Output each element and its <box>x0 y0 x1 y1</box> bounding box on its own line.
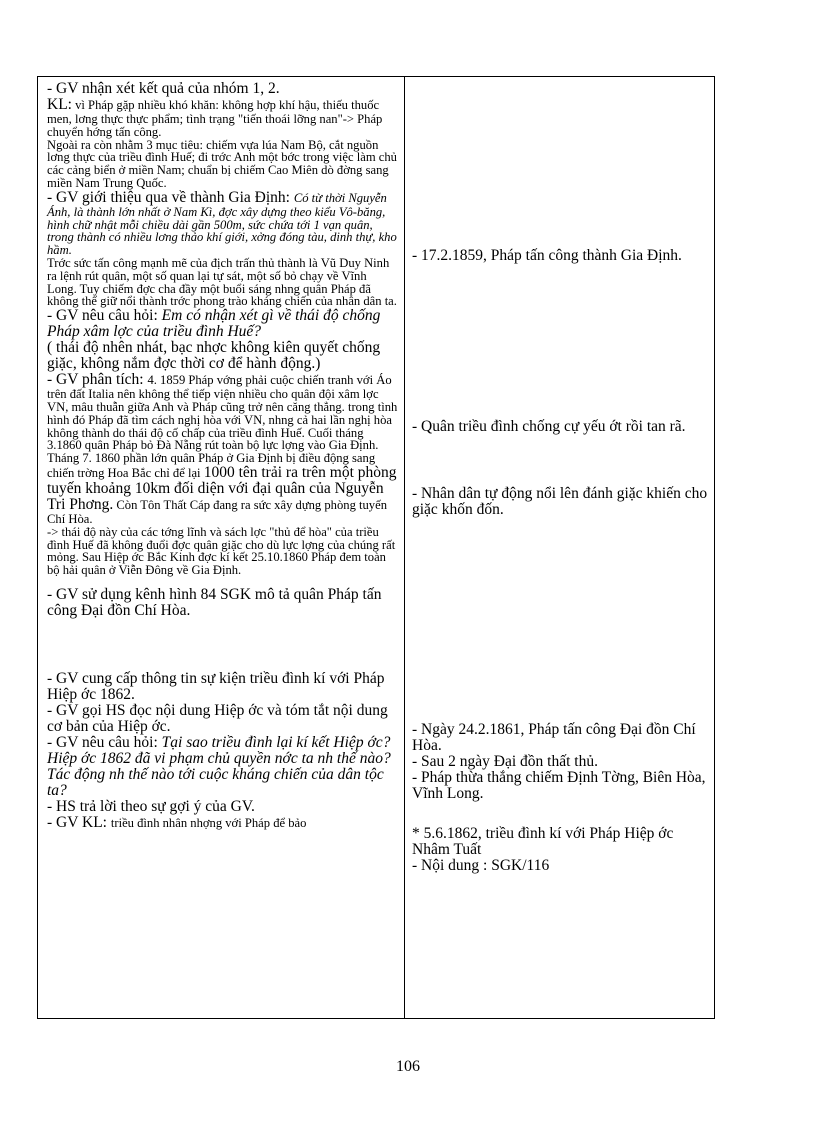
treaty-questions <box>47 735 399 799</box>
analysis-tail: Còn Tôn Thất Cáp đang ra sức xây dựng phòng tuyến Chí Hòa. <box>47 497 387 526</box>
treaty-signed: * 5.6.1862, triều đình kí với Pháp Hiệp ớc Nhâm Tuất <box>412 825 674 858</box>
treaty-events <box>412 826 710 874</box>
conclusion-label: KL: <box>47 96 72 113</box>
student-answer: - HS trả lời theo sự gợi ý của GV. <box>47 797 255 815</box>
teacher-activities-column <box>47 81 399 831</box>
page-number: 106 <box>396 1058 420 1075</box>
citadel-fall-paragraph: Trớc sức tấn công mạnh mẽ của địch trấn thủ thành là Vũ Duy Ninh ra lệnh rút quân, một số quan lại tự sát, một số bỏ chạy về Vĩnh Long. Tuy chiếm đợc cha đầy một buổi sáng nhng quân Pháp đã không thể giữ nổi thành trớc phong trào kháng chiến của nhân dân ta. <box>47 255 397 309</box>
analysis-lead: - GV phân tích: <box>47 371 148 389</box>
court-army-weak: - Quân triều đình chống cự yếu ớt rồi tan rã. <box>412 417 686 435</box>
chi-hoa-events <box>412 722 710 802</box>
three-goals-paragraph: Ngoài ra còn nhằm 3 mục tiêu: chiếm vựa lúa Nam Bộ, cắt nguồn lơng thực của triều đình Huế; đi trớc Anh một bớc trong việc làm chủ các cảng biển ở miền Nam; chuẩn bị chiếm Cao Miên dò đờng sang miền Nam Trung Quốc. <box>47 137 397 190</box>
treaty-content: - Nội dung : SGK/116 <box>412 857 550 874</box>
gia-dinh-attack-date: - 17.2.1859, Pháp tấn công thành Gia Định. <box>412 246 682 264</box>
gia-dinh-description: Có từ thời Nguyễn Ánh, là thành lớn nhất ở Nam Kì, đợc xây dựng theo kiểu Vô-băng, hình chữ nhật mỗi chiều dài gần 500m, sức chứa tới 1 vạn quân, trong thành có nhiều lơng thảo khí giới, xởng đóng tàu, dinh thự, kho hầm. <box>47 190 397 258</box>
people-resistance: - Nhân dân tự động nổi lên đánh giặc khiến cho giặc khốn đốn. <box>412 484 708 518</box>
attitude-answer: ( thái độ nhên nhát, bạc nhợc không kiên quyết chống giặc, không nắm đợc thời cơ để hành động.) <box>47 339 381 373</box>
chi-hoa-image-note: - GV sử dụng kênh hình 84 SGK mô tả quân Pháp tấn công Đại đồn Chí Hòa. <box>47 585 382 619</box>
treaty-questions-text: Tại sao triều đình lại kí kết Hiệp ớc? Hiệp ớc 1862 đã vi phạm chủ quyền nớc ta nh thế nào? Tác động nh thế nào tới cuộc kháng chiến của dân tộc ta? <box>47 733 391 799</box>
analysis-highlight: 1000 tên trải ra trên một phòng tuyến khoảng 10km đối diện với đại quân của Nguyễn Tri Phơng. <box>47 463 397 513</box>
gia-dinh-intro-lead: - GV giới thiệu qua về thành Gia Định: <box>47 188 294 206</box>
chi-hoa-attack: - Ngày 24.2.1861, Pháp tấn công Đại đồn Chí Hòa. <box>412 721 696 754</box>
gia-dinh-intro <box>47 190 399 257</box>
treaty-questions-lead: - GV nêu câu hỏi: <box>47 733 162 751</box>
comment-groups: - GV nhận xét kết quả của nhóm 1, 2. <box>47 80 280 97</box>
analysis-text: 4. 1859 Pháp vớng phải cuộc chiến tranh với Áo trên đất Italia nên không thể tiếp viện nhiều cho quân đội xâm lợc VN, mâu thuẫn giữa Anh và Pháp cũng trở nên căng thẳng. trong tình hình đó Pháp đã tìm cách nghị hòa với VN, nhng cả hai lần nghị hòa không thành do thái độ cố chấp của triều đình Huế. Cuối tháng 3.1860 quân Pháp bỏ Đà Nẵng rút toàn bộ lực lợng vào Gia Định. Tháng 7. 1860 phần lớn quân Pháp ở Gia Định bị điều động sang chiến trờng Hoa Bắc chỉ để lại <box>47 373 398 480</box>
treaty-reading-task: - GV gọi HS đọc nội dung Hiệp ớc và tóm tắt nội dung cơ bản của Hiệp ớc. <box>47 701 388 735</box>
analysis-paragraph <box>47 372 399 526</box>
teacher-conclusion <box>47 815 399 831</box>
question-attitude <box>47 308 399 340</box>
provinces-captured: - Pháp thừa thắng chiếm Định Tờng, Biên Hòa, Vĩnh Long. <box>412 769 706 802</box>
teacher-conclusion-lead: - GV KL: <box>47 813 111 831</box>
teacher-conclusion-text: triều đình nhân nhợng với Pháp để bảo <box>110 815 307 830</box>
conclusion-text: vì Pháp gặp nhiều khó khăn: không hợp khí hậu, thiếu thuốc men, lơng thực thực phẩm; tình trạng "tiến thoái lỡng nan"-> Pháp chuyển hớng tấn công. <box>47 98 383 139</box>
chi-hoa-fall: - Sau 2 ngày Đại đồn thất thủ. <box>412 753 598 770</box>
lesson-table <box>37 76 715 1019</box>
column-divider <box>404 77 405 1018</box>
conclusion-paragraph <box>47 97 399 139</box>
question-attitude-text: Em có nhận xét gì về thái độ chống Pháp xâm lợc của triều đình Huế? <box>47 307 381 341</box>
question-attitude-lead: - GV nêu câu hỏi: <box>47 307 162 325</box>
treaty-info: - GV cung cấp thông tin sự kiện triều đình kí với Pháp Hiệp ớc 1862. <box>47 669 385 703</box>
defensive-policy-paragraph: -> thái độ này của các tớng lĩnh và sách lợc "thủ để hòa" của triều đình Huế đã không đuổi đợc quân giặc cho dù lực lợng của chúng rất mỏng. Sau Hiệp ớc Bắc Kinh đợc kí kết 25.10.1860 Pháp đem toàn bộ hải quân ở Viễn Đông về Gia Định. <box>47 524 396 578</box>
